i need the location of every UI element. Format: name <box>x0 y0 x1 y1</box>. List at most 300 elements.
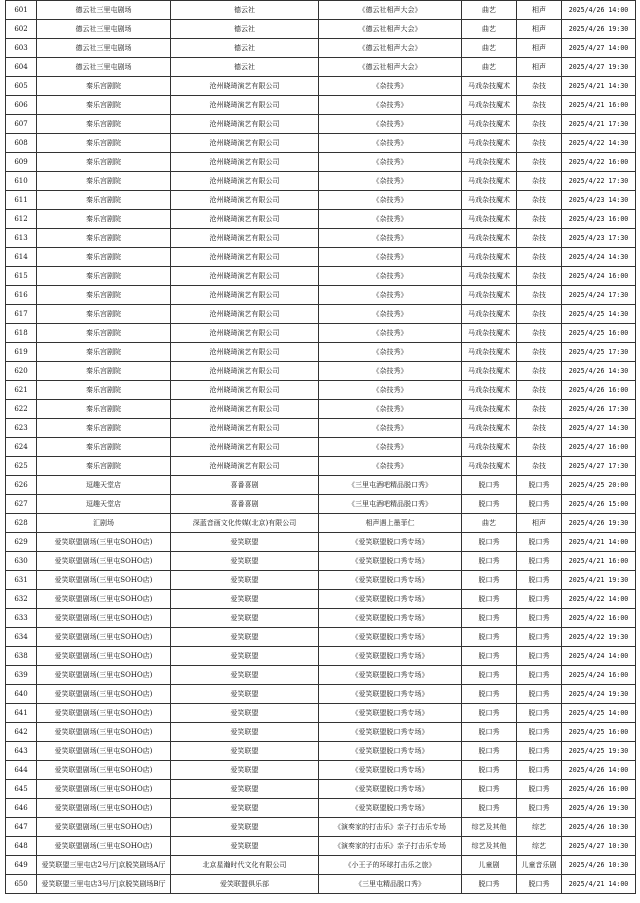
show-title-cell: 《爱笑联盟脱口秀专场》 <box>319 666 462 685</box>
show-title-cell: 《三里屯酒吧精品脱口秀》 <box>319 476 462 495</box>
genre-cell: 脱口秀 <box>517 875 562 894</box>
row-number-cell: 627 <box>6 495 37 514</box>
row-number-cell: 631 <box>6 571 37 590</box>
category-cell: 脱口秀 <box>462 533 517 552</box>
venue-cell: 秦乐宫剧院 <box>37 400 171 419</box>
showtime-cell: 2025/4/25 16:00 <box>562 324 636 343</box>
venue-cell: 秦乐宫剧院 <box>37 153 171 172</box>
table-row <box>6 476 636 495</box>
table-row <box>6 609 636 628</box>
organizer-cell: 沧州晓琦演艺有限公司 <box>171 305 319 324</box>
category-cell: 马戏杂技魔术 <box>462 438 517 457</box>
venue-cell: 秦乐宫剧院 <box>37 286 171 305</box>
showtime-cell: 2025/4/24 16:00 <box>562 666 636 685</box>
showtime-cell: 2025/4/21 14:00 <box>562 533 636 552</box>
organizer-cell: 沧州晓琦演艺有限公司 <box>171 134 319 153</box>
venue-cell: 秦乐宫剧院 <box>37 134 171 153</box>
showtime-cell: 2025/4/26 14:00 <box>562 761 636 780</box>
showtime-cell: 2025/4/26 14:30 <box>562 362 636 381</box>
organizer-cell: 沧州晓琦演艺有限公司 <box>171 457 319 476</box>
row-number-cell: 641 <box>6 704 37 723</box>
genre-cell: 脱口秀 <box>517 571 562 590</box>
venue-cell: 爱笑联盟三里屯店2号厅|京脱笑剧场A厅 <box>37 856 171 875</box>
table-row <box>6 875 636 894</box>
row-number-cell: 617 <box>6 305 37 324</box>
show-title-cell: 《杂技秀》 <box>319 96 462 115</box>
organizer-cell: 爱笑联盟 <box>171 552 319 571</box>
show-title-cell: 《爱笑联盟脱口秀专场》 <box>319 742 462 761</box>
venue-cell: 爱笑联盟剧场(三里屯SOHO店) <box>37 818 171 837</box>
organizer-cell: 沧州晓琦演艺有限公司 <box>171 248 319 267</box>
organizer-cell: 爱笑联盟 <box>171 837 319 856</box>
show-title-cell: 《杂技秀》 <box>319 362 462 381</box>
genre-cell: 脱口秀 <box>517 761 562 780</box>
table-row <box>6 647 636 666</box>
genre-cell: 脱口秀 <box>517 799 562 818</box>
venue-cell: 秦乐宫剧院 <box>37 210 171 229</box>
venue-cell: 秦乐宫剧院 <box>37 267 171 286</box>
organizer-cell: 沧州晓琦演艺有限公司 <box>171 191 319 210</box>
show-title-cell: 《杂技秀》 <box>319 134 462 153</box>
show-title-cell: 《杂技秀》 <box>319 267 462 286</box>
showtime-cell: 2025/4/21 17:30 <box>562 115 636 134</box>
organizer-cell: 爱笑联盟 <box>171 723 319 742</box>
showtime-cell: 2025/4/24 16:00 <box>562 267 636 286</box>
category-cell: 儿童剧 <box>462 856 517 875</box>
venue-cell: 秦乐宫剧院 <box>37 343 171 362</box>
show-title-cell: 《爱笑联盟脱口秀专场》 <box>319 647 462 666</box>
table-row <box>6 628 636 647</box>
row-number-cell: 619 <box>6 343 37 362</box>
showtime-cell: 2025/4/21 14:30 <box>562 77 636 96</box>
category-cell: 曲艺 <box>462 58 517 77</box>
organizer-cell: 爱笑联盟 <box>171 533 319 552</box>
category-cell: 马戏杂技魔术 <box>462 286 517 305</box>
category-cell: 马戏杂技魔术 <box>462 267 517 286</box>
row-number-cell: 629 <box>6 533 37 552</box>
venue-cell: 爱笑联盟三里屯店3号厅|京脱笑剧场B厅 <box>37 875 171 894</box>
category-cell: 曲艺 <box>462 514 517 533</box>
row-number-cell: 628 <box>6 514 37 533</box>
venue-cell: 秦乐宫剧院 <box>37 305 171 324</box>
table-row <box>6 438 636 457</box>
table-row <box>6 533 636 552</box>
organizer-cell: 沧州晓琦演艺有限公司 <box>171 115 319 134</box>
category-cell: 脱口秀 <box>462 799 517 818</box>
venue-cell: 爱笑联盟剧场(三里屯SOHO店) <box>37 571 171 590</box>
show-title-cell: 《演奏家的打击乐》亲子打击乐专场 <box>319 818 462 837</box>
showtime-cell: 2025/4/23 16:00 <box>562 210 636 229</box>
showtime-cell: 2025/4/27 14:00 <box>562 39 636 58</box>
organizer-cell: 爱笑联盟 <box>171 628 319 647</box>
category-cell: 脱口秀 <box>462 552 517 571</box>
show-title-cell: 《杂技秀》 <box>319 286 462 305</box>
showtime-cell: 2025/4/25 20:00 <box>562 476 636 495</box>
showtime-cell: 2025/4/24 14:00 <box>562 647 636 666</box>
table-row <box>6 324 636 343</box>
showtime-cell: 2025/4/26 16:00 <box>562 381 636 400</box>
organizer-cell: 沧州晓琦演艺有限公司 <box>171 400 319 419</box>
row-number-cell: 626 <box>6 476 37 495</box>
row-number-cell: 642 <box>6 723 37 742</box>
row-number-cell: 644 <box>6 761 37 780</box>
showtime-cell: 2025/4/21 16:00 <box>562 96 636 115</box>
show-title-cell: 《爱笑联盟脱口秀专场》 <box>319 723 462 742</box>
category-cell: 脱口秀 <box>462 476 517 495</box>
show-title-cell: 《杂技秀》 <box>319 248 462 267</box>
organizer-cell: 爱笑联盟 <box>171 761 319 780</box>
showtime-cell: 2025/4/22 16:00 <box>562 609 636 628</box>
showtime-cell: 2025/4/26 15:00 <box>562 495 636 514</box>
category-cell: 马戏杂技魔术 <box>462 77 517 96</box>
showtime-cell: 2025/4/26 19:30 <box>562 20 636 39</box>
genre-cell: 杂技 <box>517 248 562 267</box>
table-row <box>6 153 636 172</box>
venue-cell: 爱笑联盟剧场(三里屯SOHO店) <box>37 628 171 647</box>
showtime-cell: 2025/4/24 14:30 <box>562 248 636 267</box>
table-row <box>6 134 636 153</box>
show-title-cell: 《杂技秀》 <box>319 438 462 457</box>
row-number-cell: 639 <box>6 666 37 685</box>
showtime-cell: 2025/4/24 19:30 <box>562 685 636 704</box>
category-cell: 脱口秀 <box>462 590 517 609</box>
organizer-cell: 沧州晓琦演艺有限公司 <box>171 286 319 305</box>
row-number-cell: 609 <box>6 153 37 172</box>
table-row <box>6 419 636 438</box>
row-number-cell: 632 <box>6 590 37 609</box>
venue-cell: 秦乐宫剧院 <box>37 457 171 476</box>
genre-cell: 杂技 <box>517 229 562 248</box>
show-title-cell: 《杂技秀》 <box>319 305 462 324</box>
row-number-cell: 645 <box>6 780 37 799</box>
row-number-cell: 622 <box>6 400 37 419</box>
genre-cell: 相声 <box>517 514 562 533</box>
showtime-cell: 2025/4/25 14:00 <box>562 704 636 723</box>
category-cell: 马戏杂技魔术 <box>462 172 517 191</box>
category-cell: 马戏杂技魔术 <box>462 400 517 419</box>
category-cell: 马戏杂技魔术 <box>462 229 517 248</box>
organizer-cell: 沧州晓琦演艺有限公司 <box>171 438 319 457</box>
show-title-cell: 《杂技秀》 <box>319 419 462 438</box>
row-number-cell: 648 <box>6 837 37 856</box>
venue-cell: 德云社三里屯剧场 <box>37 58 171 77</box>
table-row <box>6 571 636 590</box>
genre-cell: 杂技 <box>517 381 562 400</box>
show-title-cell: 《爱笑联盟脱口秀专场》 <box>319 533 462 552</box>
venue-cell: 秦乐宫剧院 <box>37 324 171 343</box>
showtime-cell: 2025/4/23 14:30 <box>562 191 636 210</box>
genre-cell: 相声 <box>517 58 562 77</box>
organizer-cell: 北京星瀚时代文化有限公司 <box>171 856 319 875</box>
row-number-cell: 625 <box>6 457 37 476</box>
show-title-cell: 《爱笑联盟脱口秀专场》 <box>319 590 462 609</box>
venue-cell: 爱笑联盟剧场(三里屯SOHO店) <box>37 533 171 552</box>
genre-cell: 杂技 <box>517 438 562 457</box>
category-cell: 马戏杂技魔术 <box>462 381 517 400</box>
table-row <box>6 39 636 58</box>
table-row <box>6 837 636 856</box>
showtime-cell: 2025/4/27 14:30 <box>562 419 636 438</box>
venue-cell: 秦乐宫剧院 <box>37 362 171 381</box>
showtime-cell: 2025/4/26 19:30 <box>562 514 636 533</box>
row-number-cell: 603 <box>6 39 37 58</box>
genre-cell: 杂技 <box>517 172 562 191</box>
show-title-cell: 《三里屯酒吧精品脱口秀》 <box>319 495 462 514</box>
table-row <box>6 780 636 799</box>
category-cell: 马戏杂技魔术 <box>462 115 517 134</box>
table-row <box>6 723 636 742</box>
showtime-cell: 2025/4/26 14:00 <box>562 1 636 20</box>
row-number-cell: 614 <box>6 248 37 267</box>
show-title-cell: 《杂技秀》 <box>319 381 462 400</box>
showtime-cell: 2025/4/22 14:00 <box>562 590 636 609</box>
show-title-cell: 《杂技秀》 <box>319 191 462 210</box>
venue-cell: 爱笑联盟剧场(三里屯SOHO店) <box>37 552 171 571</box>
row-number-cell: 647 <box>6 818 37 837</box>
venue-cell: 秦乐宫剧院 <box>37 229 171 248</box>
category-cell: 马戏杂技魔术 <box>462 305 517 324</box>
table-row <box>6 495 636 514</box>
table-row <box>6 514 636 533</box>
schedule-sheet <box>5 0 635 894</box>
genre-cell: 综艺 <box>517 818 562 837</box>
venue-cell: 逗趣天堂店 <box>37 476 171 495</box>
venue-cell: 爱笑联盟剧场(三里屯SOHO店) <box>37 685 171 704</box>
organizer-cell: 爱笑联盟 <box>171 780 319 799</box>
venue-cell: 秦乐宫剧院 <box>37 419 171 438</box>
row-number-cell: 611 <box>6 191 37 210</box>
genre-cell: 杂技 <box>517 153 562 172</box>
category-cell: 曲艺 <box>462 39 517 58</box>
organizer-cell: 沧州晓琦演艺有限公司 <box>171 172 319 191</box>
table-row <box>6 457 636 476</box>
show-title-cell: 《德云社相声大会》 <box>319 58 462 77</box>
genre-cell: 脱口秀 <box>517 609 562 628</box>
show-title-cell: 《小王子的环球打击乐之旅》 <box>319 856 462 875</box>
venue-cell: 汇剧场 <box>37 514 171 533</box>
showtime-cell: 2025/4/25 14:30 <box>562 305 636 324</box>
showtime-cell: 2025/4/25 17:30 <box>562 343 636 362</box>
table-row <box>6 704 636 723</box>
table-row <box>6 362 636 381</box>
genre-cell: 脱口秀 <box>517 476 562 495</box>
table-row <box>6 818 636 837</box>
table-body <box>6 1 636 894</box>
genre-cell: 相声 <box>517 1 562 20</box>
show-title-cell: 《杂技秀》 <box>319 77 462 96</box>
show-title-cell: 《爱笑联盟脱口秀专场》 <box>319 780 462 799</box>
venue-cell: 秦乐宫剧院 <box>37 115 171 134</box>
show-title-cell: 《杂技秀》 <box>319 172 462 191</box>
category-cell: 马戏杂技魔术 <box>462 419 517 438</box>
organizer-cell: 爱笑联盟 <box>171 666 319 685</box>
show-title-cell: 《杂技秀》 <box>319 210 462 229</box>
row-number-cell: 633 <box>6 609 37 628</box>
organizer-cell: 爱笑联盟 <box>171 742 319 761</box>
venue-cell: 秦乐宫剧院 <box>37 191 171 210</box>
genre-cell: 杂技 <box>517 305 562 324</box>
venue-cell: 爱笑联盟剧场(三里屯SOHO店) <box>37 780 171 799</box>
row-number-cell: 616 <box>6 286 37 305</box>
organizer-cell: 沧州晓琦演艺有限公司 <box>171 229 319 248</box>
organizer-cell: 爱笑联盟 <box>171 590 319 609</box>
table-row <box>6 856 636 875</box>
organizer-cell: 沧州晓琦演艺有限公司 <box>171 77 319 96</box>
genre-cell: 脱口秀 <box>517 647 562 666</box>
show-title-cell: 《杂技秀》 <box>319 153 462 172</box>
genre-cell: 儿童音乐剧 <box>517 856 562 875</box>
table-row <box>6 742 636 761</box>
show-title-cell: 《德云社相声大会》 <box>319 20 462 39</box>
row-number-cell: 640 <box>6 685 37 704</box>
row-number-cell: 608 <box>6 134 37 153</box>
venue-cell: 秦乐宫剧院 <box>37 96 171 115</box>
venue-cell: 爱笑联盟剧场(三里屯SOHO店) <box>37 609 171 628</box>
showtime-cell: 2025/4/27 16:00 <box>562 438 636 457</box>
showtime-cell: 2025/4/25 16:00 <box>562 723 636 742</box>
category-cell: 马戏杂技魔术 <box>462 343 517 362</box>
row-number-cell: 630 <box>6 552 37 571</box>
showtime-cell: 2025/4/22 17:30 <box>562 172 636 191</box>
genre-cell: 相声 <box>517 20 562 39</box>
show-title-cell: 《德云社相声大会》 <box>319 1 462 20</box>
category-cell: 脱口秀 <box>462 704 517 723</box>
showtime-cell: 2025/4/22 19:30 <box>562 628 636 647</box>
venue-cell: 爱笑联盟剧场(三里屯SOHO店) <box>37 742 171 761</box>
showtime-cell: 2025/4/23 17:30 <box>562 229 636 248</box>
genre-cell: 脱口秀 <box>517 533 562 552</box>
category-cell: 马戏杂技魔术 <box>462 324 517 343</box>
category-cell: 综艺及其他 <box>462 837 517 856</box>
venue-cell: 爱笑联盟剧场(三里屯SOHO店) <box>37 647 171 666</box>
row-number-cell: 650 <box>6 875 37 894</box>
organizer-cell: 爱笑联盟俱乐部 <box>171 875 319 894</box>
organizer-cell: 德云社 <box>171 1 319 20</box>
venue-cell: 德云社三里屯剧场 <box>37 39 171 58</box>
genre-cell: 脱口秀 <box>517 552 562 571</box>
row-number-cell: 612 <box>6 210 37 229</box>
organizer-cell: 德云社 <box>171 20 319 39</box>
show-title-cell: 《杂技秀》 <box>319 343 462 362</box>
table-row <box>6 115 636 134</box>
organizer-cell: 爱笑联盟 <box>171 571 319 590</box>
category-cell: 脱口秀 <box>462 761 517 780</box>
genre-cell: 杂技 <box>517 286 562 305</box>
venue-cell: 爱笑联盟剧场(三里屯SOHO店) <box>37 761 171 780</box>
table-row <box>6 248 636 267</box>
venue-cell: 逗趣天堂店 <box>37 495 171 514</box>
table-row <box>6 400 636 419</box>
show-title-cell: 《演奏家的打击乐》亲子打击乐专场 <box>319 837 462 856</box>
genre-cell: 杂技 <box>517 267 562 286</box>
show-title-cell: 《杂技秀》 <box>319 324 462 343</box>
category-cell: 脱口秀 <box>462 875 517 894</box>
genre-cell: 脱口秀 <box>517 723 562 742</box>
venue-cell: 爱笑联盟剧场(三里屯SOHO店) <box>37 723 171 742</box>
genre-cell: 杂技 <box>517 96 562 115</box>
genre-cell: 脱口秀 <box>517 590 562 609</box>
venue-cell: 爱笑联盟剧场(三里屯SOHO店) <box>37 799 171 818</box>
organizer-cell: 爱笑联盟 <box>171 704 319 723</box>
showtime-cell: 2025/4/25 19:30 <box>562 742 636 761</box>
venue-cell: 秦乐宫剧院 <box>37 438 171 457</box>
organizer-cell: 德云社 <box>171 58 319 77</box>
table-row <box>6 343 636 362</box>
genre-cell: 杂技 <box>517 400 562 419</box>
organizer-cell: 喜番喜剧 <box>171 495 319 514</box>
genre-cell: 杂技 <box>517 419 562 438</box>
row-number-cell: 621 <box>6 381 37 400</box>
organizer-cell: 爱笑联盟 <box>171 647 319 666</box>
genre-cell: 杂技 <box>517 134 562 153</box>
table-row <box>6 305 636 324</box>
showtime-cell: 2025/4/26 16:00 <box>562 780 636 799</box>
table-row <box>6 286 636 305</box>
category-cell: 脱口秀 <box>462 647 517 666</box>
show-title-cell: 《杂技秀》 <box>319 229 462 248</box>
show-title-cell: 《爱笑联盟脱口秀专场》 <box>319 552 462 571</box>
category-cell: 马戏杂技魔术 <box>462 362 517 381</box>
genre-cell: 杂技 <box>517 324 562 343</box>
organizer-cell: 爱笑联盟 <box>171 818 319 837</box>
category-cell: 脱口秀 <box>462 780 517 799</box>
venue-cell: 爱笑联盟剧场(三里屯SOHO店) <box>37 590 171 609</box>
show-title-cell: 《爱笑联盟脱口秀专场》 <box>319 628 462 647</box>
showtime-cell: 2025/4/26 17:30 <box>562 400 636 419</box>
table-row <box>6 267 636 286</box>
organizer-cell: 爱笑联盟 <box>171 609 319 628</box>
table-row <box>6 761 636 780</box>
row-number-cell: 643 <box>6 742 37 761</box>
category-cell: 马戏杂技魔术 <box>462 210 517 229</box>
showtime-cell: 2025/4/27 10:30 <box>562 837 636 856</box>
organizer-cell: 德云社 <box>171 39 319 58</box>
table-row <box>6 685 636 704</box>
genre-cell: 脱口秀 <box>517 685 562 704</box>
table-row <box>6 666 636 685</box>
showtime-cell: 2025/4/22 16:00 <box>562 153 636 172</box>
row-number-cell: 620 <box>6 362 37 381</box>
row-number-cell: 634 <box>6 628 37 647</box>
category-cell: 脱口秀 <box>462 685 517 704</box>
organizer-cell: 深蓝音画文化传媒(北京)有限公司 <box>171 514 319 533</box>
genre-cell: 脱口秀 <box>517 495 562 514</box>
genre-cell: 综艺 <box>517 837 562 856</box>
show-title-cell: 相声遇上墨菲仁 <box>319 514 462 533</box>
category-cell: 脱口秀 <box>462 666 517 685</box>
category-cell: 脱口秀 <box>462 628 517 647</box>
row-number-cell: 601 <box>6 1 37 20</box>
organizer-cell: 沧州晓琦演艺有限公司 <box>171 381 319 400</box>
show-title-cell: 《爱笑联盟脱口秀专场》 <box>319 799 462 818</box>
venue-cell: 德云社三里屯剧场 <box>37 20 171 39</box>
organizer-cell: 沧州晓琦演艺有限公司 <box>171 96 319 115</box>
showtime-cell: 2025/4/27 17:30 <box>562 457 636 476</box>
organizer-cell: 沧州晓琦演艺有限公司 <box>171 153 319 172</box>
organizer-cell: 沧州晓琦演艺有限公司 <box>171 210 319 229</box>
category-cell: 曲艺 <box>462 1 517 20</box>
show-title-cell: 《三里屯精品脱口秀》 <box>319 875 462 894</box>
table-row <box>6 229 636 248</box>
row-number-cell: 604 <box>6 58 37 77</box>
table-row <box>6 96 636 115</box>
row-number-cell: 646 <box>6 799 37 818</box>
performance-schedule-table <box>5 0 636 894</box>
genre-cell: 杂技 <box>517 77 562 96</box>
venue-cell: 爱笑联盟剧场(三里屯SOHO店) <box>37 837 171 856</box>
organizer-cell: 沧州晓琦演艺有限公司 <box>171 343 319 362</box>
genre-cell: 脱口秀 <box>517 780 562 799</box>
